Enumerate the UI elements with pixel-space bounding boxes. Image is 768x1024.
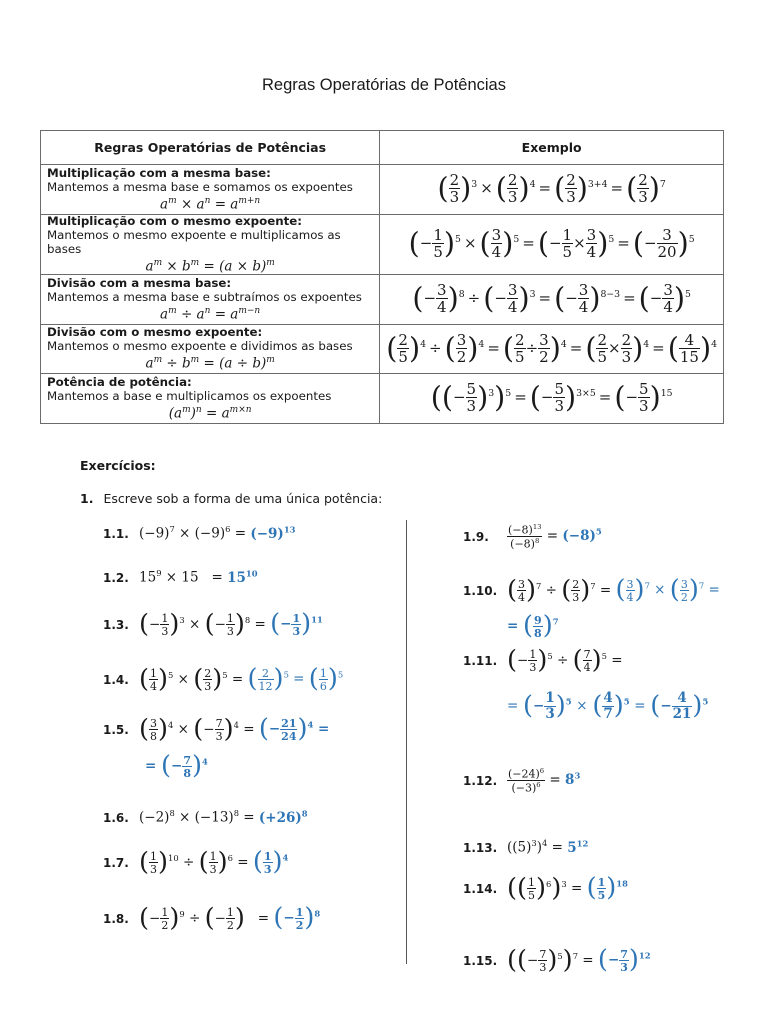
exercise-answer: ( $\frac{1}{3}$ )$^4$ xyxy=(252,847,289,877)
rule-cell xyxy=(41,214,380,275)
header-example: Exemplo xyxy=(380,131,724,165)
rule-cell xyxy=(41,374,380,424)
rule-cell xyxy=(41,324,380,374)
example-cell: ((− $\frac{5}{3}$ )$^3$)$^5$ = (− $\frac{5}{3}$ )$^{3\times 5}$ = (− $\frac{5}{3}$ )$^{15}$ xyxy=(380,374,724,424)
rule-cell xyxy=(41,165,380,215)
rule-description: Mantemos a mesma base e somamos os expoentes xyxy=(47,179,353,194)
exercise-item: 1.11. (− $\frac{1}{3}$ )$^5$ ÷ ( $\frac{7}{4}$ )$^5$ = xyxy=(463,645,623,675)
rule-formula: $a^m \div a^n = a^{m-n}$ xyxy=(160,305,261,322)
exercise-item: 1.9. $\frac{(-8)^{13}}{(-8)^8}$ = $(-8)^5$ xyxy=(463,523,602,551)
table-row xyxy=(41,165,724,215)
exercise-answer: $(-9)^{13}$ xyxy=(250,524,296,542)
exercise-answer: ( $\frac{1}{6}$ )$^5$ xyxy=(308,664,344,694)
exercise-answer: $(+26)^8$ xyxy=(258,808,308,826)
exercise-item: 1.6. $(-2)^8 \times (-13)^8 = (+26)^8$ xyxy=(103,808,308,826)
exercise-answer: (− $\frac{7}{3}$ )$^{12}$ xyxy=(597,945,651,975)
exercise-item: 1.12. $\frac{(-24)^6}{(-3)^6}$ = $8^3$ xyxy=(463,767,581,795)
rule-formula: $a^m \times a^n = a^{m+n}$ xyxy=(160,195,261,212)
rule-name: Multiplicação com a mesma base: xyxy=(47,165,271,180)
exercise-answer: $5^{12}$ xyxy=(567,838,589,856)
table-row xyxy=(41,374,724,424)
rule-name: Multiplicação com o mesmo expoente: xyxy=(47,213,302,228)
exercise-item: 1.14. (( $\frac{1}{5}$ )$^6$)$^3$ = ( $\frac{1}{5}$ )$^{18}$ xyxy=(463,873,628,903)
exercise-item: 1.1. $(-9)^7 \times (-9)^6 = (-9)^{13}$ xyxy=(103,524,296,542)
rule-description: Mantemos o mesmo expoente e dividimos as bases xyxy=(47,339,353,353)
table-row xyxy=(41,214,724,275)
question-text: Escreve sob a forma de uma única potência: xyxy=(103,491,383,506)
question-1 xyxy=(80,491,382,506)
example-cell: (− $\frac{3}{4}$ )$^8$ ÷ (− $\frac{3}{4}$ )$^3$ = (− $\frac{3}{4}$ )$^{8-3}$ = (− $\frac{3}{4}$ )$^5$ xyxy=(380,275,724,325)
exercise-item: 1.10. ( $\frac{3}{4}$ )$^7$ ÷ ( $\frac{2}{3}$ )$^7$ = ( $\frac{3}{4}$ )$^7$ × ( $\frac{3}{2}$ )$^7$ = xyxy=(463,575,720,605)
rule-name: Divisão com o mesmo expoente: xyxy=(47,325,263,339)
rule-name: Divisão com a mesma base: xyxy=(47,275,232,290)
exercise-answer: ( $\frac{1}{5}$ )$^{18}$ xyxy=(586,873,628,903)
exercise-item: 1.15. ((− $\frac{7}{3}$ )$^5$)$^7$ = (− $\frac{7}{3}$ )$^{12}$ xyxy=(463,945,651,975)
exercise-item: 1.8. (− $\frac{1}{2}$ )$^9$ ÷ (− $\frac{1}{2}$ ) = (− $\frac{1}{2}$ )$^8$ xyxy=(103,903,321,933)
column-divider xyxy=(406,520,407,964)
table-row xyxy=(41,275,724,325)
rule-description: Mantemos a mesma base e subtraímos os expoentes xyxy=(47,289,362,304)
rule-cell xyxy=(41,275,380,325)
exercises-heading: Exercícios: xyxy=(80,458,156,473)
exercise-answer: = (− $\frac{7}{8}$ )$^4$ xyxy=(145,751,208,781)
exercise-answer: $8^3$ xyxy=(565,770,581,789)
example-cell: (− $\frac{1}{5}$ )$^5$ × ( $\frac{3}{4}$ )$^5$ = (− $\frac{1}{5}$ × $\frac{3}{4}$ )$^5$ = (− $\frac{3}{20}$ )$^5$ xyxy=(380,214,724,275)
exercise-item: 1.3. (− $\frac{1}{3}$ )$^3$ × (− $\frac{1}{3}$ )$^8$ = (− $\frac{1}{3}$ )$^{11}$ xyxy=(103,609,323,639)
rule-description: Mantemos a base e multiplicamos os expoentes xyxy=(47,388,332,403)
exercise-item: 1.7. ( $\frac{1}{3}$ )$^{10}$ ÷ ( $\frac{1}{3}$ )$^6$ = ( $\frac{1}{3}$ )$^4$ xyxy=(103,847,289,877)
example-cell: ( $\frac{2}{5}$ )$^4$ ÷ ( $\frac{3}{2}$ )$^4$ = ( $\frac{2}{5}$ ÷ $\frac{3}{2}$ )$^4$ = ( $\frac{2}{5}$ × $\frac{2}{3}$ )$^4$ = ( $\frac{4}{15}$ )$^4$ xyxy=(380,324,724,374)
example-cell: ( $\frac{2}{3}$ )$^3$ × ( $\frac{2}{3}$ )$^4$ = ( $\frac{2}{3}$ )$^{3+4}$ = ( $\frac{2}{3}$ )$^7$ xyxy=(380,165,724,215)
exercise-item: 1.5. ( $\frac{3}{8}$ )$^4$ × (− $\frac{7}{3}$ )$^4$ = (− $\frac{21}{24}$ )$^4$ = xyxy=(103,714,330,744)
exercise-answer: $15^{10}$ xyxy=(227,568,258,586)
exercise-item: 1.13. $((5)^3)^4 = 5^{12}$ xyxy=(463,838,589,856)
rule-formula: $a^m \div b^m = (a \div b)^m$ xyxy=(145,355,275,372)
rule-description: Mantemos o mesmo expoente e multiplicamos as bases xyxy=(47,227,341,256)
exercise-answer: = (− $\frac{1}{3}$ )$^5$ × ( $\frac{4}{7}$ )$^5$ = (− $\frac{4}{21}$ )$^5$ xyxy=(507,690,709,722)
exercise-answer: (− $\frac{1}{2}$ )$^8$ xyxy=(273,903,321,933)
exercise-answer: $(-8)^5$ xyxy=(562,526,602,545)
rule-name: Potência de potência: xyxy=(47,374,192,389)
exercise-answer: = ( $\frac{9}{8}$ )$^7$ xyxy=(507,611,559,641)
table-header-row xyxy=(41,131,724,165)
rules-table xyxy=(40,130,724,424)
rule-formula: $a^m \times b^m = (a \times b)^m$ xyxy=(145,257,275,274)
rule-formula: $(a^m)^n = a^{m\times n}$ xyxy=(168,404,252,421)
exercise-item: 1.4. ( $\frac{1}{4}$ )$^5$ × ( $\frac{2}{3}$ )$^5$ = ( $\frac{2}{12}$ )$^5$ = ( $\frac{1}{6}$ )$^5$ xyxy=(103,664,344,694)
table-row xyxy=(41,324,724,374)
page-title: Regras Operatórias de Potências xyxy=(262,76,506,94)
exercise-answer: (− $\frac{1}{3}$ )$^{11}$ xyxy=(270,609,323,639)
question-number: 1. xyxy=(80,491,94,506)
exercise-item: 1.2. $15^9 \times 15 = 15^{10}$ xyxy=(103,568,258,586)
header-rule: Regras Operatórias de Potências xyxy=(41,131,380,165)
